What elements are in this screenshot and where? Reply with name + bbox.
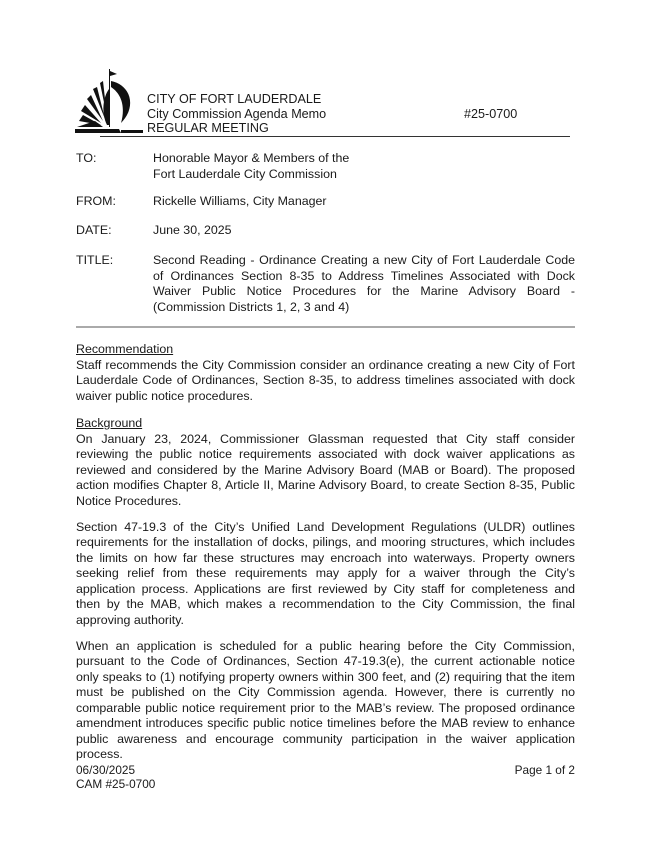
- recommendation-heading: Recommendation: [76, 342, 174, 356]
- footer-left: [76, 763, 155, 791]
- header-meeting: REGULAR MEETING: [147, 121, 269, 135]
- background-paragraph: [76, 639, 575, 763]
- date-value: June 30, 2025: [153, 223, 232, 237]
- paragraph-line: action modifies Chapter 8, Article II, Marine Advisory Board, to create Section 8-35, Public: [76, 478, 575, 492]
- recommendation-line: Lauderdale Code of Ordinances, Section 8-35, to address timelines associated with dock: [76, 373, 575, 387]
- memo-header: [147, 92, 326, 136]
- paragraph-line: requirements for the installation of docks, pilings, and mooring structures, which includes: [76, 535, 575, 549]
- title-value: [153, 253, 575, 315]
- header-memo-type: City Commission Agenda Memo: [147, 106, 327, 121]
- from-value: Rickelle Williams, City Manager: [153, 194, 327, 208]
- title-label: TITLE:: [76, 253, 114, 267]
- to-label: TO:: [76, 151, 97, 165]
- page-number: Page 1 of 2: [514, 763, 575, 777]
- paragraph-line: only speaks to (1) notifying property owners within 300 feet, and (2) requiring that the item: [76, 669, 575, 684]
- header-rule: [100, 136, 570, 137]
- memo-number: #25-0700: [464, 106, 518, 121]
- paragraph-line: Section 47-19.3 of the City’s Unified Land Development Regulations (ULDR) outlines: [76, 519, 575, 534]
- header-org: CITY OF FORT LAUDERDALE: [147, 92, 322, 106]
- paragraph-line: amendment introduces specific public notice timelines before the MAB review to enhance: [76, 716, 575, 730]
- to-line: Honorable Mayor & Members of the: [153, 151, 350, 165]
- section-divider: [76, 326, 575, 328]
- from-label: FROM:: [76, 194, 116, 208]
- paragraph-line: process.: [76, 747, 123, 761]
- paragraph-line: On January 23, 2024, Commissioner Glassman requested that City staff consider: [76, 431, 575, 446]
- recommendation-line: Staff recommends the City Commission consider an ordinance creating a new City of Fort: [76, 357, 575, 372]
- city-logo: [73, 67, 145, 135]
- paragraph-line: reviewing the public notice requirements associated with dock waiver applications as: [76, 447, 575, 461]
- background-paragraph: [76, 520, 575, 629]
- paragraph-line: pursuant to the Code of Ordinances, Section 47-19.3(e), the current actionable notice: [76, 654, 575, 668]
- background-heading: Background: [76, 416, 143, 430]
- paragraph-line: application process. Applications are first reviewed by City staff for completeness and: [76, 581, 575, 596]
- title-line: of Ordinances Section 8-35 to Address Timelines Associated with Dock: [153, 268, 575, 283]
- to-line: Fort Lauderdale City Commission: [153, 166, 337, 181]
- background-section: [76, 416, 575, 763]
- paragraph-line: then by the MAB, which makes a recommendation to the City Commission, the final: [76, 597, 575, 611]
- recommendation-line: waiver public notice procedures.: [76, 388, 254, 403]
- paragraph-line: the limits on how far these structures may encroach into waterways. Property owners: [76, 550, 575, 565]
- paragraph-line: When an application is scheduled for a public hearing before the City Commission,: [76, 638, 575, 653]
- paragraph-line: approving authority.: [76, 612, 184, 627]
- paragraph-line: must be published on the City Commission agenda. However, there is currently no: [76, 685, 575, 699]
- footer-date: 06/30/2025: [76, 763, 136, 777]
- title-line: Waiver Public Notice Procedures for the Marine Advisory Board -: [153, 284, 575, 298]
- title-line: Second Reading - Ordinance Creating a new City of Fort Lauderdale Code: [153, 253, 575, 267]
- paragraph-line: Notice Procedures.: [76, 493, 182, 508]
- recommendation-section: [76, 342, 575, 404]
- paragraph-line: seeking relief from these requirements may apply for a waiver through the City’s: [76, 566, 575, 580]
- paragraph-line: public awareness and encourage community participation in the waiver application: [76, 731, 575, 746]
- paragraph-line: reviewed and considered by the Marine Advisory Board (MAB or Board). The proposed: [76, 462, 575, 477]
- title-line: (Commission Districts 1, 2, 3 and 4): [153, 299, 350, 314]
- background-paragraph: [76, 432, 575, 510]
- date-label: DATE:: [76, 223, 112, 237]
- footer-cam: CAM #25-0700: [76, 777, 156, 791]
- paragraph-line: comparable public notice requirement prior to the MAB’s review. The proposed ordinance: [76, 700, 575, 715]
